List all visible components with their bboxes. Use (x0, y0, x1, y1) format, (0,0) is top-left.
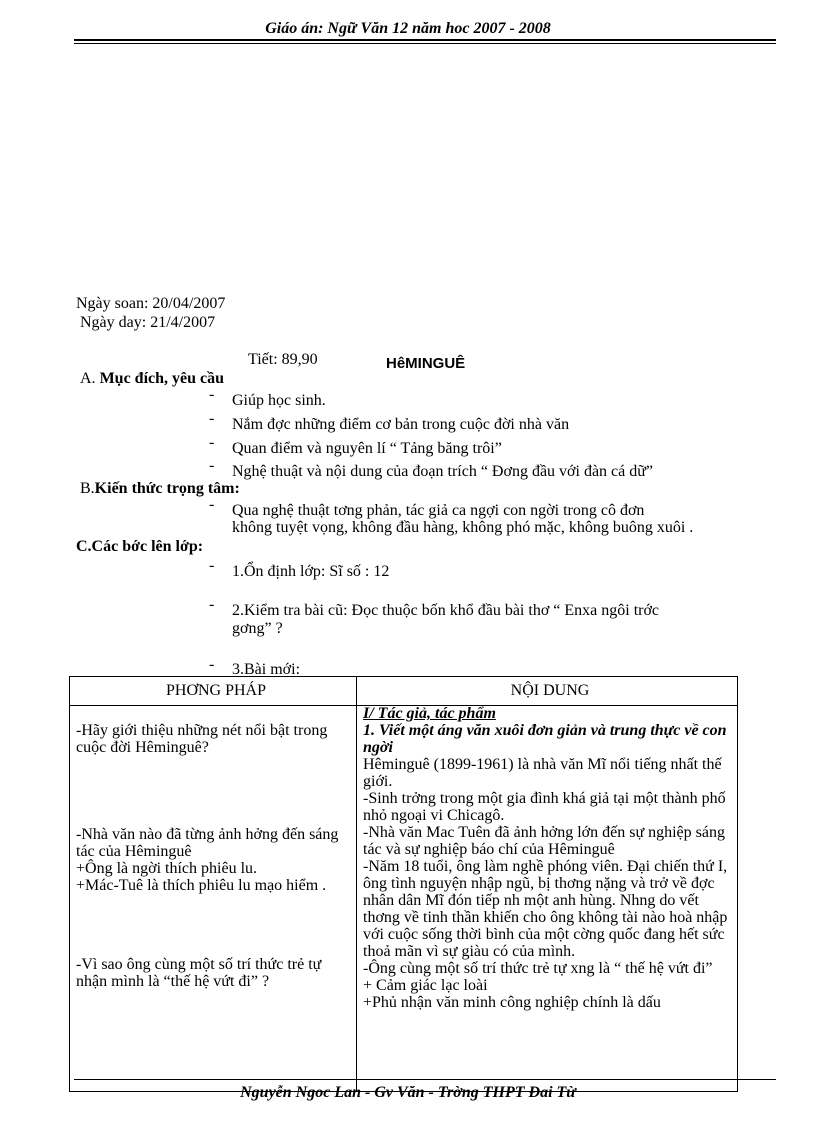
bullet: - (209, 410, 215, 427)
section-c-item: 1.Ổn định lớp: Sĩ số : 12 (232, 563, 390, 580)
section-c-item: 3.Bài mới: (232, 661, 301, 675)
content-heading: I/ Tác giả, tác phẩm (363, 706, 496, 722)
footer-rule (74, 1079, 776, 1080)
bullet: - (209, 386, 215, 403)
method-question: -Vì sao ông cùng một số trí thức trẻ tự nhận mình là “thế hệ vứt đi” ? (76, 956, 322, 990)
method-question: -Nhà văn nào đã từng ảnh hởng đến sáng tác của Hêminguê (76, 826, 339, 860)
section-b-heading (80, 480, 240, 498)
section-c-item: 2.Kiểm tra bài cũ: Đọc thuộc bốn khổ đầu bài thơ “ Enxa ngôi trớc (232, 602, 660, 619)
header-rule (74, 39, 776, 41)
content-paragraph: -Ông cùng một số trí thức trẻ tự xng là “ thế hệ vứt đi” (363, 960, 713, 977)
period-label: Tiết: 89,90 (248, 351, 318, 368)
content-paragraph: + Cảm giác lạc loài (363, 977, 488, 994)
section-b-line: không tuyệt vọng, không đầu hàng, không phó mặc, không buông xuôi . (232, 519, 694, 536)
bullet: - (209, 457, 215, 474)
section-b-prefix: B. (80, 480, 95, 497)
bullet: - (209, 557, 215, 574)
table-header-row (70, 677, 738, 706)
content-cell (357, 706, 738, 1092)
lesson-title: HêMINGUÊ (386, 355, 466, 372)
section-a-item: Quan điểm và nguyên lí “ Tảng băng trôi” (232, 440, 502, 457)
section-b-line: Qua nghệ thuật tơng phản, tác giả ca ngợi con ngời trong cô đơn (232, 502, 645, 519)
header-rule-thin (74, 43, 776, 44)
method-question: -Hãy giới thiệu những nét nổi bật trong cuộc đời Hêminguê? (76, 722, 328, 756)
content-paragraph: -Sinh trởng trong một gia đình khá giả tại một thành phố nhỏ ngoại vi Chicagô. (363, 790, 726, 824)
page-header: Giáo án: Ngữ Văn 12 năm hoc 2007 - 2008 (265, 20, 551, 37)
method-note: +Ông là ngời thích phiêu lu. (76, 860, 258, 877)
content-paragraph: -Năm 18 tuổi, ông làm nghề phóng viên. Đại chiến thứ I, ông tình nguyện nhập ngũ, bị thơng nặng và trở về đợc nhân dân Mĩ đón tiếp nh một anh hùng. Nhng do vết thơng về tinh thần khiến cho ông không tài nào hoà nhập với cuộc sống thời bình của một cờng quốc đang hết sức thoả mãn vì sự giàu có của mình. (363, 858, 728, 960)
section-a-item: Giúp học sinh. (232, 392, 326, 409)
date-prepared: Ngày soan: 20/04/2007 (76, 295, 226, 312)
table-row (70, 706, 738, 1092)
section-a-heading (80, 370, 224, 388)
content-subheading: 1. Viết một áng văn xuôi đơn giản và trung thực về con ngời (363, 722, 727, 756)
content-paragraph: -Nhà văn Mac Tuên đã ảnh hởng lớn đến sự nghiệp sáng tác và sự nghiệp báo chí của Hêminguê (363, 824, 725, 858)
date-taught: Ngày day: 21/4/2007 (80, 314, 216, 331)
lesson-table (69, 676, 738, 1092)
section-c-heading: C.Các bớc lên lớp: (76, 538, 204, 555)
section-a-item: Nắm đợc những điểm cơ bản trong cuộc đời nhà văn (232, 416, 570, 433)
section-a-item: Nghệ thuật và nội dung của đoạn trích “ Đơng đầu với đàn cá dữ” (232, 463, 654, 480)
bullet: - (209, 656, 215, 673)
content-paragraph: Hêminguê (1899-1961) là nhà văn Mĩ nổi tiếng nhất thế giới. (363, 756, 722, 790)
bullet: - (209, 434, 215, 451)
method-note: +Mác-Tuê là thích phiêu lu mạo hiểm . (76, 877, 327, 894)
section-b-title: Kiến thức trọng tâm: (94, 480, 240, 497)
col-header-method: PHƠNG PHÁP (70, 677, 357, 706)
section-a-prefix: A. (80, 370, 96, 387)
page-footer: Nguyễn Ngoc Lan - Gv Văn - Trờng THPT Đai Từ (240, 1084, 576, 1101)
bullet: - (209, 596, 215, 613)
col-header-content: NỘI DUNG (357, 677, 738, 706)
bullet: - (209, 496, 215, 513)
section-c-item: gơng” ? (232, 620, 283, 637)
content-paragraph: +Phủ nhận văn minh công nghiệp chính là dấu (363, 994, 661, 1011)
section-a-title: Mục đích, yêu cầu (99, 370, 225, 387)
method-cell (70, 706, 357, 1092)
